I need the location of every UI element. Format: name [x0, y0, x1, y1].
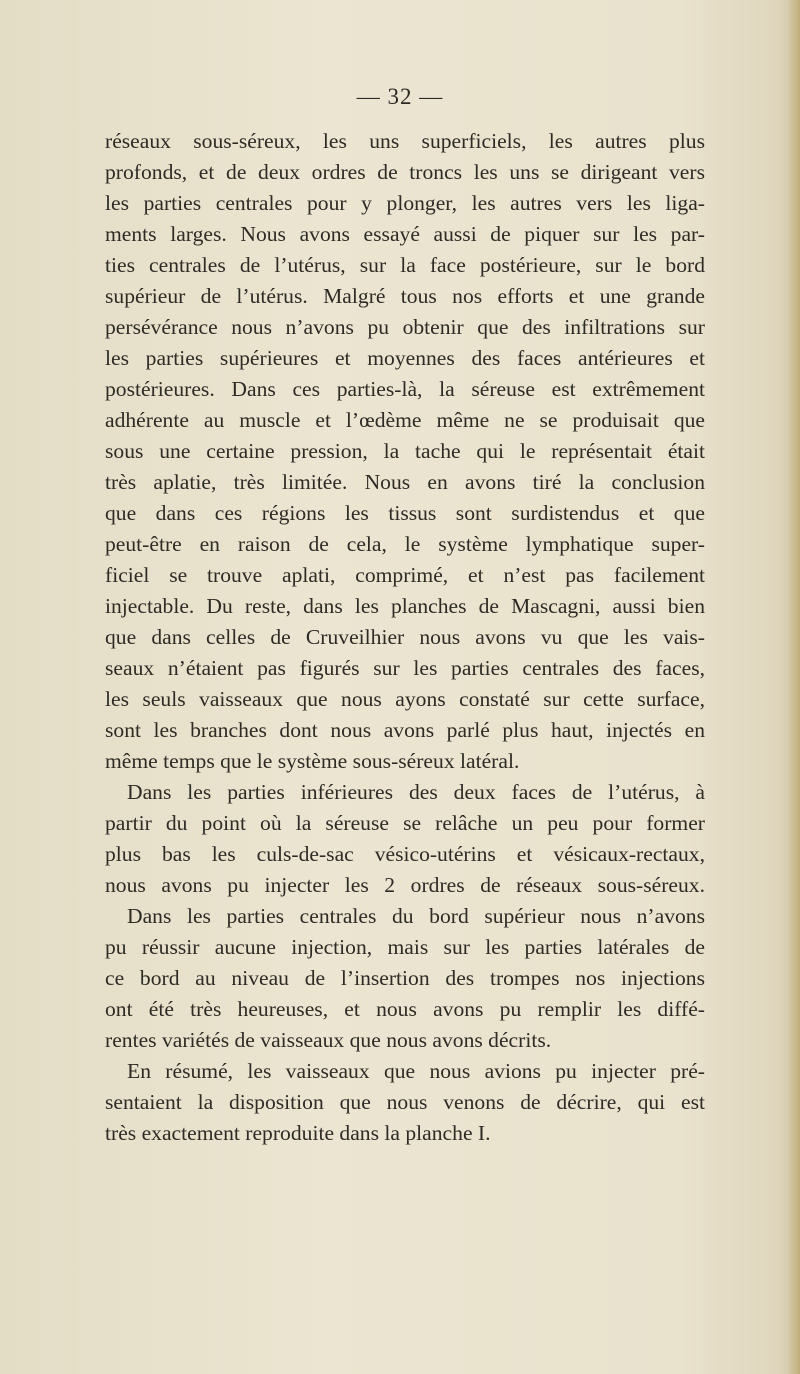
text-line: ont été très heureuses, et nous avons pu remplir les diffé-: [105, 997, 705, 1021]
page-number: — 32 —: [356, 84, 444, 109]
text-line: même temps que le système sous-séreux latéral.: [105, 749, 520, 773]
text-line: postérieures. Dans ces parties-là, la séreuse est extrêmement: [105, 377, 705, 401]
text-line: que dans celles de Cruveilhier nous avons vu que les vais-: [105, 625, 705, 649]
text-line: supérieur de l’utérus. Malgré tous nos efforts et une grande: [105, 284, 705, 308]
text-line: sentaient la disposition que nous venons de décrire, qui est: [105, 1090, 705, 1114]
text-line: En résumé, les vaisseaux que nous avions pu injecter pré-: [127, 1059, 705, 1083]
text-line: les seuls vaisseaux que nous ayons constaté sur cette surface,: [105, 687, 705, 711]
text-line: très exactement reproduite dans la planche I.: [105, 1121, 491, 1145]
text-line: les parties centrales pour y plonger, les autres vers les liga-: [105, 191, 705, 215]
text-line: très aplatie, très limitée. Nous en avons tiré la conclusion: [105, 470, 705, 494]
text-line: peut-être en raison de cela, le système lymphatique super-: [105, 532, 705, 556]
page-edge-shadow: [788, 0, 800, 1374]
text-line: persévérance nous n’avons pu obtenir que des infiltrations sur: [105, 315, 705, 339]
text-line: plus bas les culs-de-sac vésico-utérins et vésicaux-rectaux,: [105, 842, 705, 866]
text-line: que dans ces régions les tissus sont surdistendus et que: [105, 501, 705, 525]
text-line: seaux n’étaient pas figurés sur les parties centrales des faces,: [105, 656, 705, 680]
text-line: sous une certaine pression, la tache qui le représentait était: [105, 439, 705, 463]
text-line: ments larges. Nous avons essayé aussi de piquer sur les par-: [105, 222, 705, 246]
text-line: Dans les parties inférieures des deux faces de l’utérus, à: [127, 780, 705, 804]
text-line: injectable. Du reste, dans les planches de Mascagni, aussi bien: [105, 594, 705, 618]
text-line: réseaux sous-séreux, les uns superficiels, les autres plus: [105, 129, 705, 153]
text-line: sont les branches dont nous avons parlé plus haut, injectés en: [105, 718, 705, 742]
text-line: les parties supérieures et moyennes des faces antérieures et: [105, 346, 705, 370]
text-line: profonds, et de deux ordres de troncs les uns se dirigeant vers: [105, 160, 705, 184]
text-line: pu réussir aucune injection, mais sur les parties latérales de: [105, 935, 705, 959]
text-line: ficiel se trouve aplati, comprimé, et n’est pas facilement: [105, 563, 705, 587]
body-text: [105, 126, 705, 1149]
text-line: nous avons pu injecter les 2 ordres de réseaux sous-séreux.: [105, 873, 705, 897]
text-line: ties centrales de l’utérus, sur la face postérieure, sur le bord: [105, 253, 705, 277]
text-line: adhérente au muscle et l’œdème même ne se produisait que: [105, 408, 705, 432]
text-line: rentes variétés de vaisseaux que nous avons décrits.: [105, 1028, 552, 1052]
text-line: Dans les parties centrales du bord supérieur nous n’avons: [127, 904, 705, 928]
text-line: partir du point où la séreuse se relâche un peu pour former: [105, 811, 705, 835]
text-line: ce bord au niveau de l’insertion des trompes nos injections: [105, 966, 705, 990]
